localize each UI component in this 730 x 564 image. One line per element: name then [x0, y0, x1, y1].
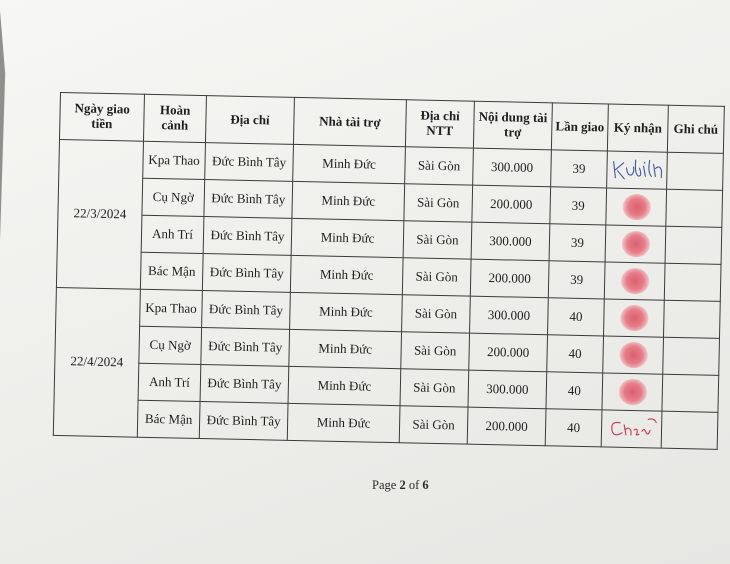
sponsor-cell: Minh Đức: [290, 255, 403, 294]
signature-cell: [604, 262, 665, 300]
amount-cell: 200.000: [472, 185, 551, 224]
sponsor-address-cell: Sài Gòn: [405, 147, 474, 185]
address-cell: Đức Bình Tây: [200, 365, 289, 404]
signature-cell: [606, 188, 667, 226]
round-cell: 40: [546, 372, 603, 410]
note-cell: [663, 300, 720, 338]
address-cell: Đức Bình Tây: [203, 217, 292, 256]
sponsor-address-cell: Sài Gòn: [401, 332, 470, 370]
address-cell: Đức Bình Tây: [202, 291, 291, 330]
address-cell: Đức Bình Tây: [201, 328, 290, 367]
note-cell: [662, 374, 719, 412]
donation-table: [53, 92, 725, 450]
amount-cell: 200.000: [470, 259, 549, 298]
amount-cell: 200.000: [469, 333, 548, 372]
header-sponsor: Nhà tài trợ: [293, 97, 406, 146]
page-footer: [372, 478, 429, 493]
beneficiary-cell: Bác Mận: [137, 400, 200, 438]
beneficiary-cell: Kpa Thao: [143, 141, 206, 179]
header-date: Ngày giao tiền: [60, 93, 145, 142]
signature-cell: [601, 410, 662, 448]
amount-cell: 300.000: [471, 222, 550, 261]
sponsor-cell: Minh Đức: [292, 181, 405, 220]
signature-cell: [607, 151, 668, 189]
round-cell: 39: [551, 150, 608, 188]
round-cell: 39: [548, 261, 605, 299]
table-container: [53, 92, 725, 450]
header-sponsor-address: Địa chỉ NTT: [405, 100, 474, 148]
signature-cell: [604, 299, 665, 337]
handwritten-signature-icon: [609, 154, 666, 185]
fingerprint-icon: [618, 379, 647, 406]
sponsor-address-cell: Sài Gòn: [400, 369, 469, 407]
sponsor-address-cell: Sài Gòn: [399, 406, 468, 444]
beneficiary-cell: Cụ Ngờ: [139, 326, 202, 364]
date-cell: 22/4/2024: [53, 287, 140, 437]
note-cell: [664, 263, 721, 301]
amount-cell: 300.000: [468, 370, 547, 409]
beneficiary-cell: Anh Trí: [138, 363, 201, 401]
header-beneficiary: Hoàn cảnh: [143, 94, 206, 142]
fingerprint-icon: [620, 268, 649, 295]
sponsor-cell: Minh Đức: [287, 403, 400, 442]
address-cell: Đức Bình Tây: [205, 143, 294, 182]
sponsor-cell: Minh Đức: [289, 329, 402, 368]
signature-cell: [605, 225, 666, 263]
signature-cell: [602, 373, 663, 411]
round-cell: 39: [550, 187, 607, 225]
header-address: Địa chỉ: [205, 96, 294, 145]
amount-cell: 200.000: [467, 407, 546, 446]
beneficiary-cell: Bác Mận: [140, 252, 203, 290]
header-round: Lần giao: [551, 103, 608, 151]
header-amount: Nội dung tài trợ: [473, 101, 552, 150]
address-cell: Đức Bình Tây: [199, 402, 288, 441]
round-cell: 40: [545, 409, 602, 447]
sponsor-address-cell: Sài Gòn: [402, 295, 471, 333]
fingerprint-icon: [621, 231, 650, 258]
note-cell: [667, 152, 724, 190]
signature-cell: [603, 336, 664, 374]
sponsor-cell: Minh Đức: [290, 292, 403, 331]
amount-cell: 300.000: [470, 296, 549, 335]
total-pages: 6: [422, 478, 429, 492]
sponsor-cell: Minh Đức: [288, 366, 401, 405]
fingerprint-icon: [619, 342, 648, 369]
fingerprint-icon: [620, 305, 649, 332]
address-cell: Đức Bình Tây: [202, 254, 291, 293]
note-cell: [661, 411, 718, 449]
header-note: Ghi chú: [667, 105, 724, 153]
sponsor-address-cell: Sài Gòn: [403, 221, 472, 259]
round-cell: 40: [548, 298, 605, 336]
page-prefix: Page: [372, 478, 397, 492]
beneficiary-cell: Cụ Ngờ: [142, 178, 205, 216]
beneficiary-cell: Anh Trí: [141, 215, 204, 253]
beneficiary-cell: Kpa Thao: [140, 289, 203, 327]
note-cell: [663, 337, 720, 375]
page-of: of: [408, 478, 420, 492]
note-cell: [666, 189, 723, 227]
note-cell: [665, 226, 722, 264]
sponsor-cell: Minh Đức: [291, 218, 404, 257]
amount-cell: 300.000: [473, 148, 552, 187]
handwritten-signature-icon: [604, 412, 661, 443]
address-cell: Đức Bình Tây: [204, 180, 293, 219]
current-page: 2: [399, 478, 406, 492]
sponsor-address-cell: Sài Gòn: [402, 258, 471, 296]
round-cell: 40: [547, 335, 604, 373]
round-cell: 39: [549, 224, 606, 262]
date-cell: 22/3/2024: [56, 140, 143, 290]
sponsor-cell: Minh Đức: [293, 144, 406, 183]
header-signature: Ký nhận: [607, 104, 668, 152]
fingerprint-icon: [622, 194, 651, 221]
sponsor-address-cell: Sài Gòn: [404, 184, 473, 222]
